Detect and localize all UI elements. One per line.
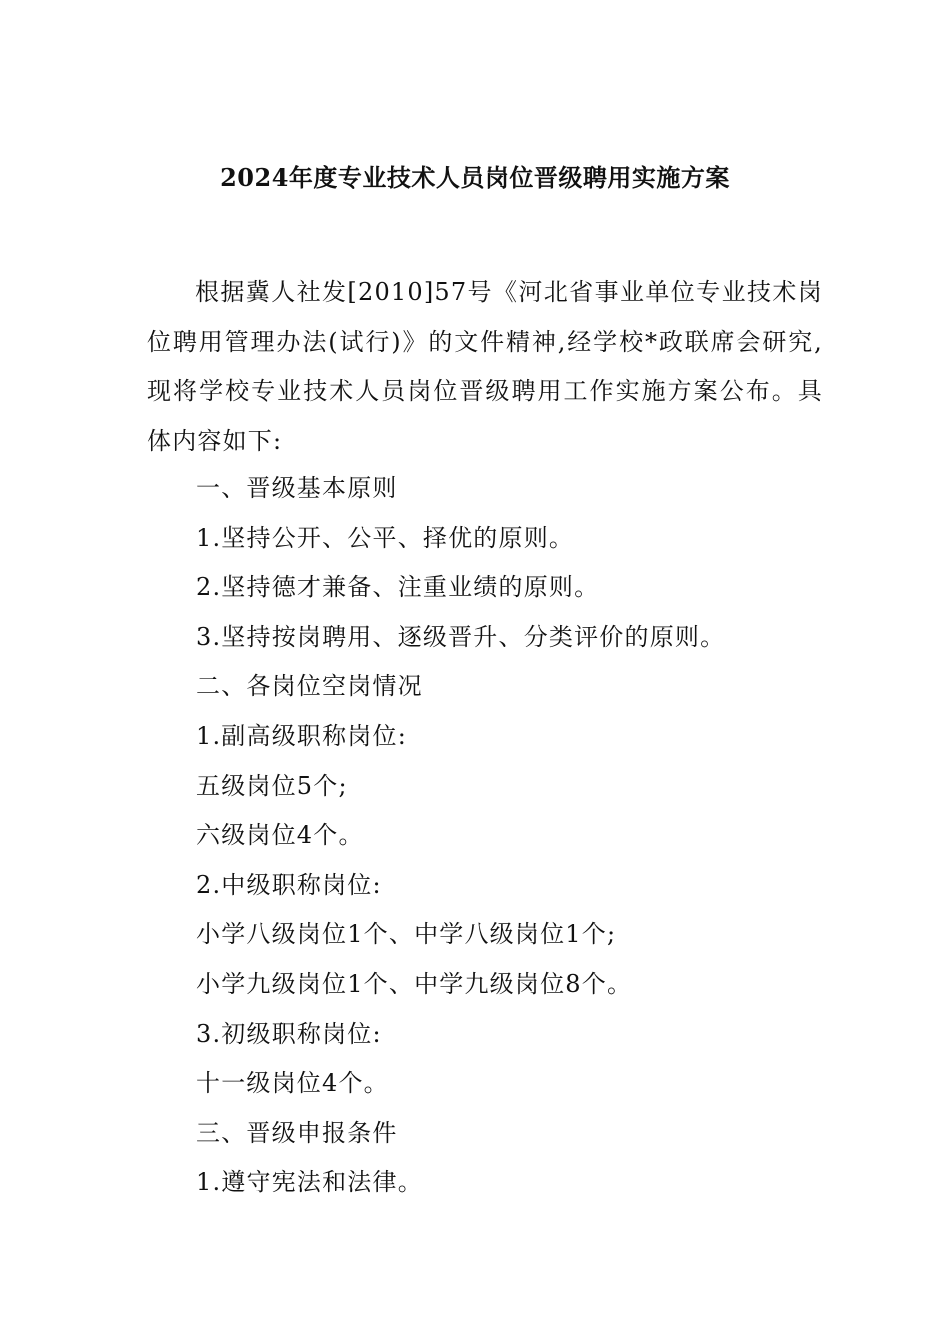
- list-item: 3.坚持按岗聘用、逐级晋升、分类评价的原则。: [196, 623, 726, 651]
- list-item: 2.中级职称岗位:: [196, 871, 382, 899]
- list-item: 1.坚持公开、公平、择优的原则。: [196, 524, 575, 552]
- list-item: 3.初级职称岗位:: [196, 1020, 382, 1048]
- section-heading-conditions: 三、晋级申报条件: [196, 1119, 398, 1147]
- list-item: 五级岗位5个;: [196, 772, 348, 800]
- section-heading-principles: 一、晋级基本原则: [196, 474, 398, 502]
- intro-paragraph: 根据冀人社发[2010]57号《河北省事业单位专业技术岗位聘用管理办法(试行)》的文件精神,经学校*政联席会研究,现将学校专业技术人员岗位晋级聘用工作实施方案公布。具体内容如下:: [147, 278, 823, 455]
- list-item: 小学九级岗位1个、中学九级岗位8个。: [196, 970, 633, 998]
- list-item: 1.遵守宪法和法律。: [196, 1168, 423, 1196]
- section-heading-vacancies: 二、各岗位空岗情况: [196, 672, 423, 700]
- list-item: 1.副高级职称岗位:: [196, 722, 407, 750]
- document-title: 2024年度专业技术人员岗位晋级聘用实施方案: [220, 163, 730, 192]
- list-item: 小学八级岗位1个、中学八级岗位1个;: [196, 920, 617, 948]
- list-item: 2.坚持德才兼备、注重业绩的原则。: [196, 573, 600, 601]
- list-item: 十一级岗位4个。: [196, 1069, 389, 1097]
- list-item: 六级岗位4个。: [196, 821, 364, 849]
